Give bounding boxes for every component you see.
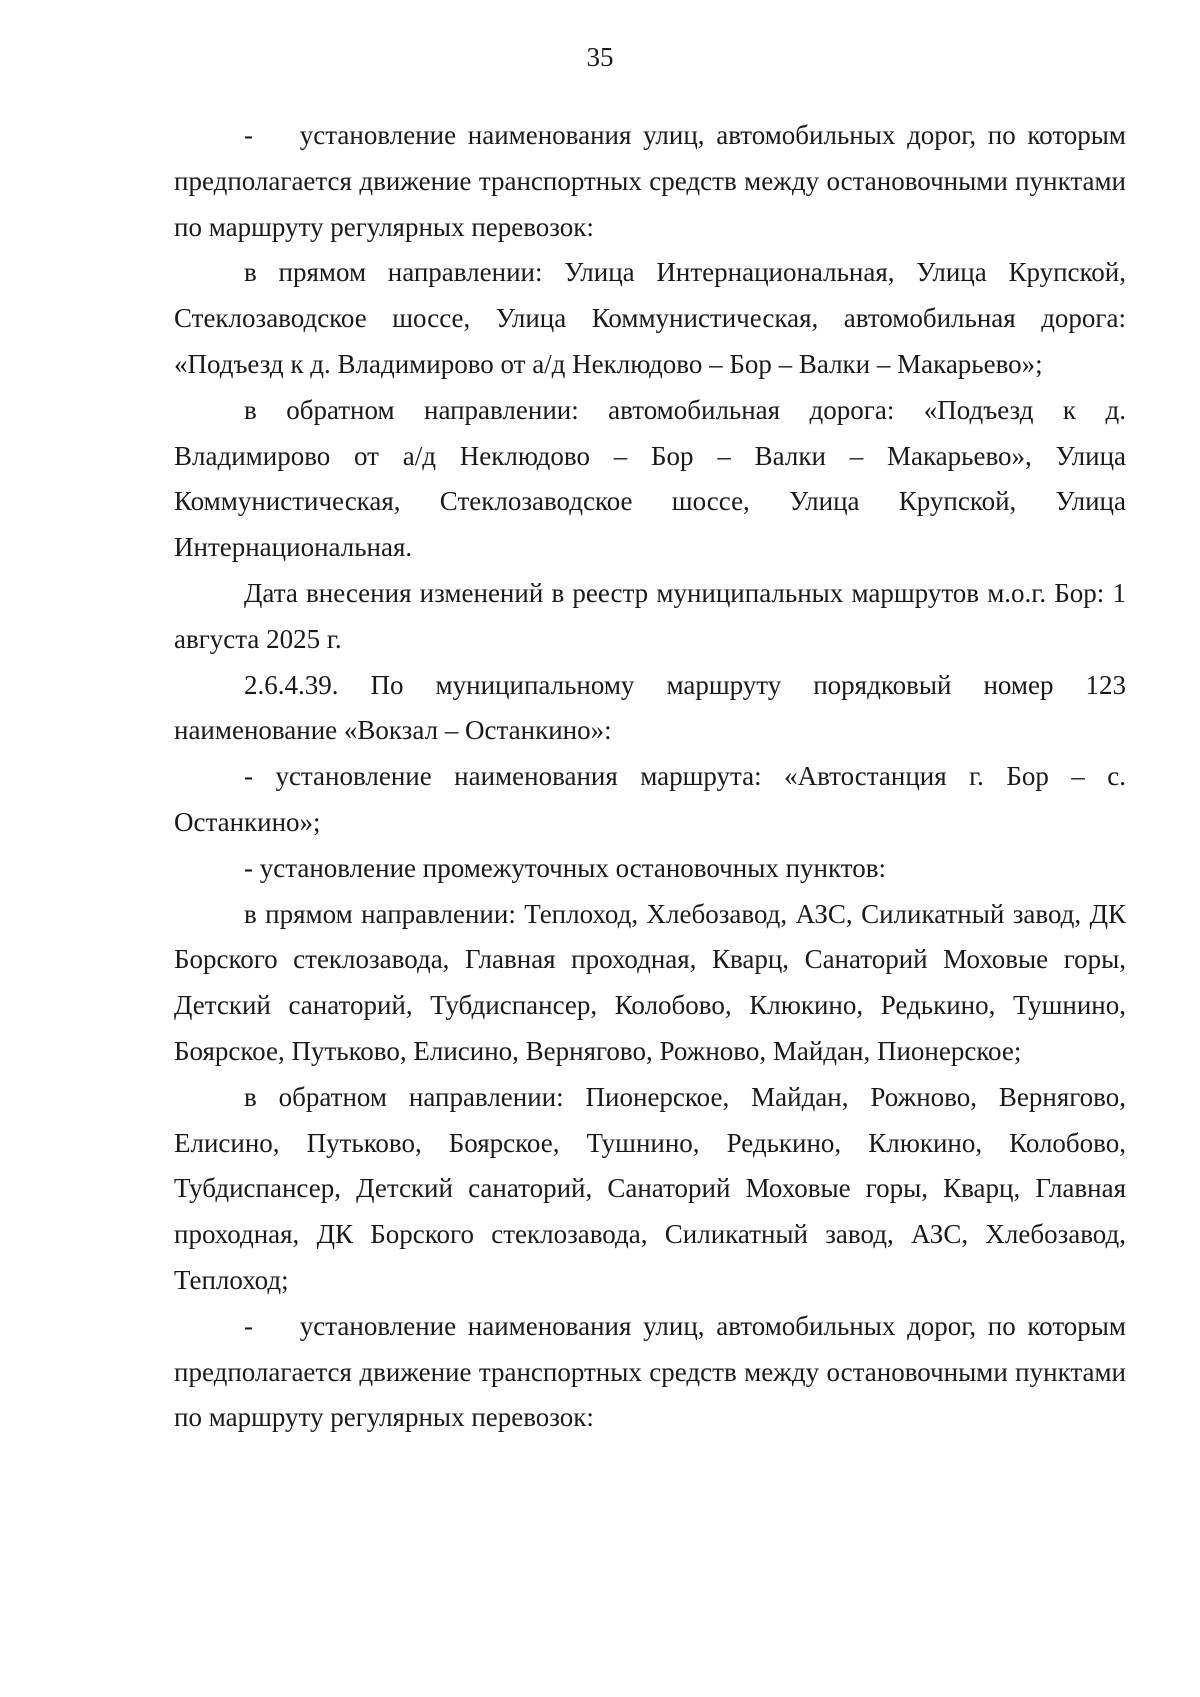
document-body: [174, 113, 1126, 1441]
paragraph-forward-streets: в прямом направлении: Улица Интернациональная, Улица Крупской, Стеклозаводское шоссе, Улица Коммунистическая, автомобильная дорога: «Подъезд к д. Владимирово от а/д Неклюдово – Бор – Валки – Макарьево»;: [174, 257, 1126, 379]
paragraph-route-123-heading: 2.6.4.39. По муниципальному маршруту порядковый номер 123 наименование «Вокзал – Останкино»:: [174, 669, 1126, 746]
page-number: 35: [586, 42, 614, 72]
paragraph-registry-date: Дата внесения изменений в реестр муниципальных маршрутов м.о.г. Бор: 1 августа 2025 г.: [174, 577, 1126, 654]
paragraph-forward-stops: в прямом направлении: Теплоход, Хлебозавод, АЗС, Силикатный завод, ДК Борского стеклозавода, Главная проходная, Кварц, Санаторий Моховые горы, Детский санаторий, Тубдиспансер, Колобово, Клюкино, Редькино, Тушнино, Боярское, Путьково, Елисино, Вернягово, Рожново, Майдан, Пионерское;: [174, 898, 1126, 1066]
paragraph-streets-intro-2: - установление наименования улиц, автомобильных дорог, по которым предполагается движение транспортных средств между остановочными пунктами по маршруту регулярных перевозок:: [174, 1310, 1126, 1433]
paragraph-stops-intro: - установление промежуточных остановочных пунктов:: [244, 852, 886, 883]
paragraph-streets-intro: - установление наименования улиц, автомобильных дорог, по которым предполагается движение транспортных средств между остановочными пунктами по маршруту регулярных перевозок:: [174, 120, 1126, 242]
paragraph-reverse-streets: в обратном направлении: автомобильная дорога: «Подъезд к д. Владимирово от а/д Неклюдово – Бор – Валки – Макарьево», Улица Коммунистическая, Стеклозаводское шоссе, Улица Крупской, Улица Интернациональная.: [174, 394, 1126, 563]
paragraph-route-name: - установление наименования маршрута: «Автостанция г. Бор – с. Останкино»;: [174, 761, 1126, 837]
paragraph-reverse-stops: в обратном направлении: Пионерское, Майдан, Рожново, Вернягово, Елисино, Путьково, Боярское, Тушнино, Редькино, Клюкино, Колобово, Тубдиспансер, Детский санаторий, Санаторий Моховые горы, Кварц, Главная проходная, ДК Борского стеклозавода, Силикатный завод, АЗС, Хлебозавод, Теплоход;: [174, 1081, 1126, 1295]
